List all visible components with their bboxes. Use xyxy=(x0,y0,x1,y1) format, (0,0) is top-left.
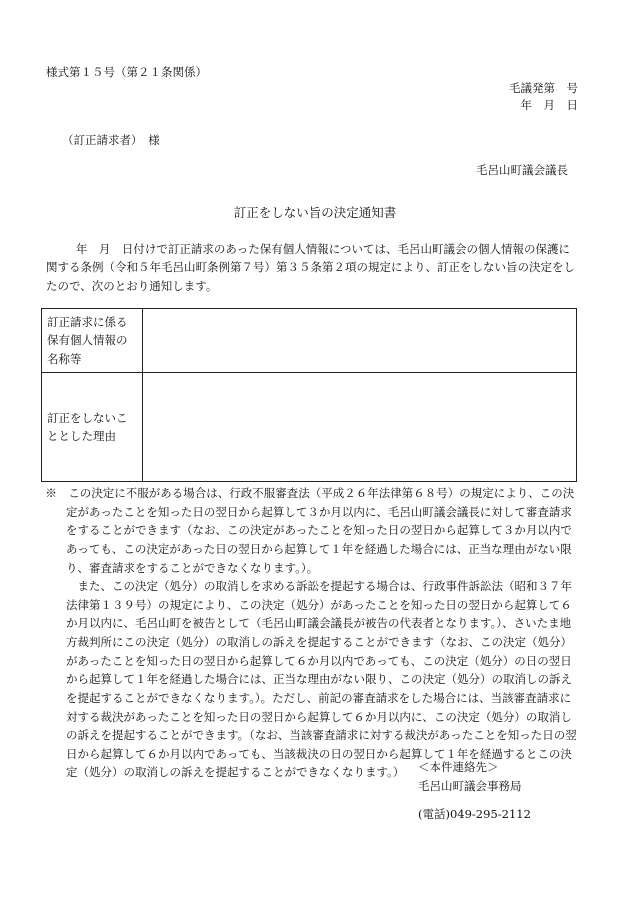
contact-heading: ＜本件連絡先＞ xyxy=(418,760,499,774)
intro-paragraph: 年 月 日付けで訂正請求のあった保有個人情報については、毛呂山町議会の個人情報の保護に関する条例（令和５年毛呂山町条例第７号）第３５条第２項の規定により、訂正をしない旨の決定をしたので、次のとおり通知します。 xyxy=(46,242,575,293)
table-row xyxy=(42,373,577,482)
contact-block xyxy=(418,758,522,796)
form-number: 様式第１５号（第２１条関係） xyxy=(46,65,207,79)
document-title: 訂正をしない旨の決定通知書 xyxy=(233,205,397,220)
table-row xyxy=(42,309,577,373)
addressee: （訂正請求者） 様 xyxy=(62,133,160,147)
reason-value xyxy=(143,373,577,482)
sender: 毛呂山町議会議長 xyxy=(476,163,568,177)
decision-table xyxy=(41,308,577,482)
info-name-value xyxy=(143,309,577,373)
document-number: 毛議発第 号 xyxy=(509,81,578,95)
issue-block xyxy=(418,80,578,114)
reason-label: 訂正をしないこととした理由 xyxy=(42,373,143,482)
info-name-label: 訂正請求に係る保有個人情報の名称等 xyxy=(42,309,143,373)
appeal-note: ※ この決定に不服がある場合は、行政不服審査法（平成２６年法律第６８号）の規定により、この決定があったことを知った日の翌日から起算して３か月以内に、毛呂山町議会議長に対して審査請求をすることができます（なお、この決定があったことを知った日の翌日から起算して３か月以内であっても、この決定があった日の翌日から起算して１年を経過した場合には、正当な理由がない限り、審査請求をすることができなくなります。）。 xyxy=(45,486,575,575)
notes-block xyxy=(45,484,578,782)
contact-office: 毛呂山町議会事務局 xyxy=(418,778,522,793)
contact-phone: (電話)049-295-2112 xyxy=(418,807,531,821)
issue-date: 年 月 日 xyxy=(520,98,578,112)
lawsuit-note: また、この決定（処分）の取消しを求める訴訟を提起する場合は、行政事件訴訟法（昭和３７年法律第１３９号）の規定により、この決定（処分）があったことを知った日の翌日から起算して６か月以内に、毛呂山町を被告として（毛呂山町議会議長が被告の代表者となります。）、さいたま地方裁判所にこの決定（処分）の取消しの訴えを提起することができます（なお、この決定（処分）があったことを知った日の翌日から起算して６か月以内であっても、この決定（処分）の日の翌日から起算して１年を経過した場合には、正当な理由がない限り、この決定（処分）の取消しの訴えを提起することができなくなります。）。ただし、前記の審査請求をした場合には、当該審査請求に対する裁決があったことを知った日の翌日から起算して６か月以内に、この決定（処分）の取消しの訴えを提起することができます。（なお、当該審査請求に対する裁決があったことを知った日の翌日から起算して６か月以内であっても、当該裁決の日の翌日から起算して１年を経過するとこの決定（処分）の取消しの訴えを提起することができなくなります。） xyxy=(66,579,577,780)
